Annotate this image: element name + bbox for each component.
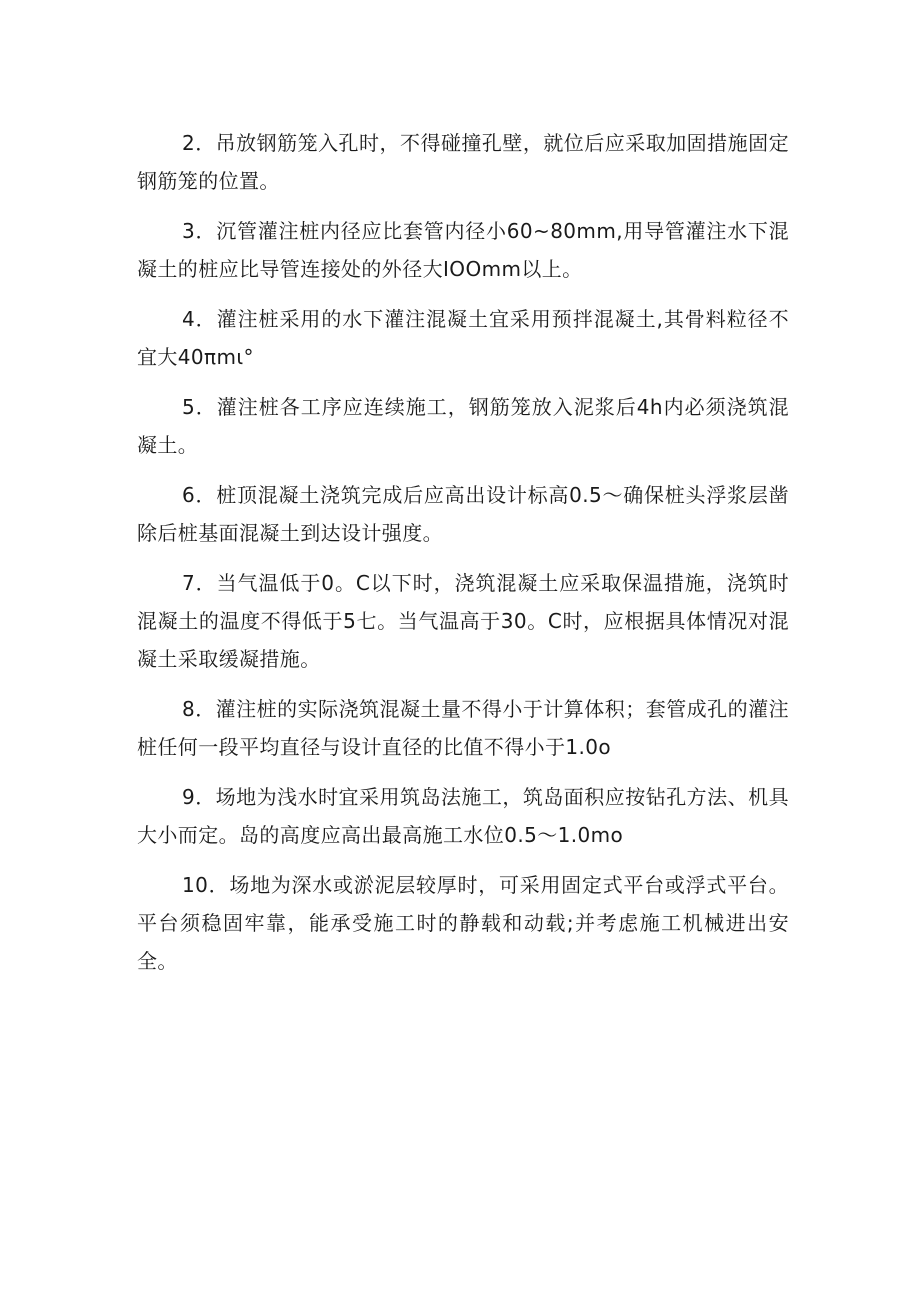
document-body	[137, 124, 789, 992]
paragraph-item-3: 3．沉管灌注桩内径应比套管内径小60~80mm,用导管灌注水下混凝土的桩应比导管连接处的外径大IOOmm以上。	[137, 219, 789, 281]
paragraph-item-6: 6．桩顶混凝土浇筑完成后应高出设计标高0.5～确保桩头浮浆层凿除后桩基面混凝土到达设计强度。	[137, 483, 789, 545]
paragraph-item-8: 8．灌注桩的实际浇筑混凝土量不得小于计算体积；套管成孔的灌注桩任何一段平均直径与设计直径的比值不得小于1.0o	[137, 697, 789, 759]
paragraph-item-7: 7．当气温低于0。C以下时，浇筑混凝土应采取保温措施，浇筑时混凝土的温度不得低于5七。当气温高于30。C时，应根据具体情况对混凝土采取缓凝措施。	[137, 571, 789, 671]
paragraph-item-5: 5．灌注桩各工序应连续施工，钢筋笼放入泥浆后4h内必须浇筑混凝土。	[137, 395, 789, 457]
paragraph-item-4: 4．灌注桩采用的水下灌注混凝土宜采用预拌混凝土,其骨料粒径不宜大40πmι°	[137, 307, 789, 369]
paragraph-item-2: 2．吊放钢筋笼入孔时，不得碰撞孔壁，就位后应采取加固措施固定钢筋笼的位置。	[137, 131, 789, 193]
paragraph-item-10: 10．场地为深水或淤泥层较厚时，可采用固定式平台或浮式平台。平台须稳固牢靠，能承受施工时的静载和动载;并考虑施工机械进出安全。	[137, 873, 789, 973]
paragraph-item-9: 9．场地为浅水时宜采用筑岛法施工，筑岛面积应按钻孔方法、机具大小而定。岛的高度应高出最高施工水位0.5～1.0mo	[137, 785, 789, 847]
